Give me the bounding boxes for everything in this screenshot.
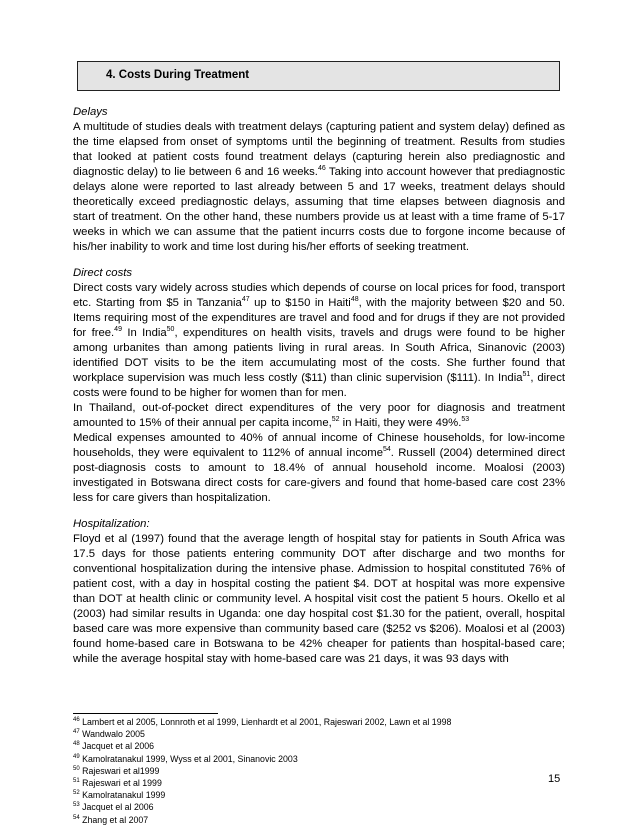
footnote [73, 753, 451, 765]
footnote-number: 48 [73, 741, 80, 748]
text-run: , expenditures on health visits, travels and drugs were found to be higher among urbanites than among patients living in rural areas. In South Africa, Sinanovic (2003) identified DOT visits to be the item accumulating most of the costs. She further found that workplace supervision was much less costly ($11) than clinic supervision ($111). In India [73, 327, 565, 384]
footnote-ref: 47 [241, 296, 250, 304]
footnote-number: 49 [73, 753, 80, 760]
text-run: in Haiti, they were 49%. [339, 417, 462, 429]
footnote-number: 51 [73, 778, 80, 785]
footnote-ref: 50 [166, 326, 175, 334]
footnote-ref: 53 [461, 416, 470, 424]
text-run: up to $150 in Haiti [249, 297, 351, 309]
footnote-text: Jacquet el al 2006 [82, 802, 154, 813]
text-run: Direct costs vary widely across studies which depends of course on local prices for food, transport etc. Starting from $5 in Tanzania [73, 282, 565, 309]
footnote-number: 50 [73, 765, 80, 772]
footnote-text: Lambert et al 2005, Lonnroth et al 1999, Lienhardt et al 2001, Rajeswari 2002, Lawn et al 1998 [82, 717, 452, 727]
footnote-text: Kamolratanakul 1999, Wyss et al 2001, Sinanovic 2003 [82, 753, 298, 764]
direct-costs-paragraph-1 [73, 281, 565, 401]
footnote-ref: 46 [317, 165, 326, 173]
footnote [73, 777, 451, 789]
direct-costs-paragraph-3 [73, 431, 565, 506]
text-run: A multitude of studies deals with treatment delays (capturing patient and system delay) defined as the time elapsed from onset of symptoms until the beginning of treatment. Results from studies that looked at patient costs found treatment delays (capturing herein also prediagnostic and diagnostic delay) to lie between 6 and 16 weeks. [73, 121, 565, 178]
footnote [73, 814, 451, 826]
footnote-number: 53 [73, 802, 80, 809]
delays-paragraph [73, 120, 565, 255]
footnote-text: Wandwalo 2005 [82, 729, 145, 740]
delays-title: Delays [73, 106, 108, 118]
footnote-ref: 48 [350, 296, 359, 304]
text-run: . Russell (2004) determined direct post-diagnosis costs to amount to 18.4% of annual household income. Moalosi (2003) investigated in Botswana direct costs for care-givers and found that home-based care cost 23% less for care givers than hospitalization. [73, 447, 565, 504]
footnote [73, 728, 451, 740]
footnote [73, 716, 451, 728]
direct-costs-title: Direct costs [73, 267, 133, 279]
text-run: In Thailand, out-of-pocket direct expenditures of the very poor for diagnosis and treatment amounted to 15% of their annual per capita income, [73, 402, 565, 429]
footnotes [73, 716, 451, 826]
footnote-text: Rajeswari et al 1999 [82, 778, 162, 789]
footnote-text: Rajeswari et al1999 [82, 765, 160, 776]
footnote-ref: 54 [382, 446, 391, 454]
footnote-number: 52 [73, 790, 80, 797]
footnote [73, 765, 451, 777]
footnote-divider [73, 713, 218, 714]
footnote [73, 740, 451, 752]
footnote-text: Jacquet et al 2006 [82, 741, 155, 752]
text-run: Medical expenses amounted to 40% of annual income of Chinese households, for low-income households, they were equivalent to 112% of annual income [73, 432, 565, 459]
footnote-number: 46 [73, 717, 80, 724]
footnote-ref: 51 [522, 371, 531, 379]
text-run: , direct costs were found to be higher for women than for men. [73, 372, 565, 399]
body-text [73, 105, 565, 667]
footnote [73, 789, 451, 801]
footnote [73, 801, 451, 813]
page-number: 15 [548, 773, 561, 785]
text-run: In India [121, 327, 167, 339]
footnote-text: Kamolratanakul 1999 [82, 790, 166, 801]
footnote-ref: 49 [114, 326, 122, 334]
footnote-number: 54 [73, 814, 80, 821]
text-run: Taking into account however that prediagnostic delays alone were reported to last already between 5 and 17 weeks, treatment delays should theoretically exceed prediagnostic delays, assuming that time elapses between diagnosis and start of treatment. On the other hand, these numbers provide us at least with a time frame of 5-17 weeks in which we can assume that the patient incurrs costs due to forgone income because of his/her inability to work and time lost during his/her efforts of seeking treatment. [73, 166, 565, 253]
hospitalization-title: Hospitalization: [73, 518, 150, 530]
footnote-number: 47 [73, 729, 80, 736]
hospitalization-paragraph: Floyd et al (1997) found that the average length of hospital stay for patients in South Africa was 17.5 days for those patients entering community DOT after discharge and two months for conventional hospitalization during the intensive phase. Admission to hospital constituted 76% of patient cost, with a day in hospital costing the patient $4. DOT at hospital was more expensive than DOT at health clinic or community level. A hospital visit cost the patient 5 hours. Okello et al (2003) had similar results in Uganda: one day hospital cost $1.30 for the patient, overall, hospital based care was more expensive than community based care ($252 vs $206). Moalosi et al (2003) found home-based care in Botswana to be 42% cheaper for patients than hospital-based care; while the average hospital stay with home-based care was 21 days, it was 93 days with [73, 533, 565, 665]
footnote-text: Zhang et al 2007 [82, 814, 149, 825]
direct-costs-paragraph-2 [73, 401, 565, 431]
text-run: , with the majority between $20 and 50. Items requiring most of the expenditures are travel and food and for drugs if they are not provided for free. [73, 297, 565, 339]
section-heading: 4. Costs During Treatment [106, 69, 250, 81]
footnote-ref: 52 [331, 416, 340, 424]
section-heading-box [77, 61, 560, 91]
